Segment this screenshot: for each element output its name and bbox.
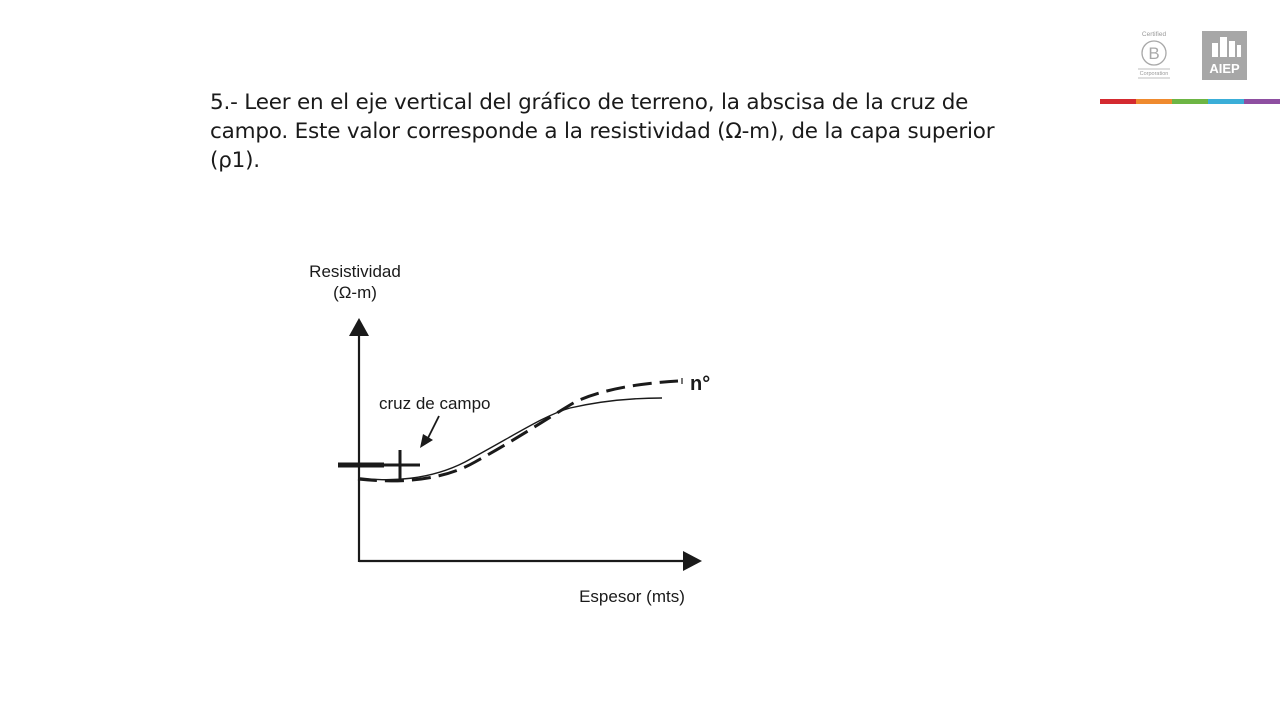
brand-color-segment-4: [1208, 99, 1244, 104]
brand-color-segment-3: [1172, 99, 1208, 104]
field-cross-annotation: cruz de campo: [379, 394, 491, 413]
instruction-line-1: 5.- Leer en el eje vertical del gráfico de terreno, la abscisa de la cruz de: [210, 90, 969, 115]
brand-color-segment-2: [1136, 99, 1172, 104]
brand-color-bar: [1100, 99, 1280, 104]
annotation-arrow-line: [427, 416, 439, 440]
bcorp-letter: B: [1148, 44, 1160, 63]
instruction-line-3: (ρ1).: [210, 148, 260, 173]
bcorp-certified-text: Certified: [1141, 31, 1167, 38]
bcorp-logo: [1134, 28, 1174, 82]
y-axis-label-line-1: Resistividad: [309, 262, 401, 281]
curve-label: n°: [690, 373, 711, 395]
brand-color-segment-1: [1100, 99, 1136, 104]
y-axis-label-line-2: (Ω-m): [333, 283, 377, 302]
annotation-arrow-icon: [420, 434, 433, 448]
y-axis-arrow-icon: [349, 318, 369, 336]
brand-color-segment-5: [1244, 99, 1280, 104]
instruction-line-2: campo. Este valor corresponde a la resistividad (Ω-m), de la capa superior: [210, 119, 995, 144]
x-axis-label: Espesor (mts): [579, 587, 685, 606]
resistivity-diagram: [300, 250, 740, 620]
bcorp-corporation-text: Corporation: [1139, 71, 1169, 77]
aiep-logo-text: AIEP: [1209, 61, 1240, 76]
instruction-text: [210, 88, 1010, 175]
x-axis-arrow-icon: [683, 551, 702, 571]
aiep-logo: [1202, 31, 1247, 80]
